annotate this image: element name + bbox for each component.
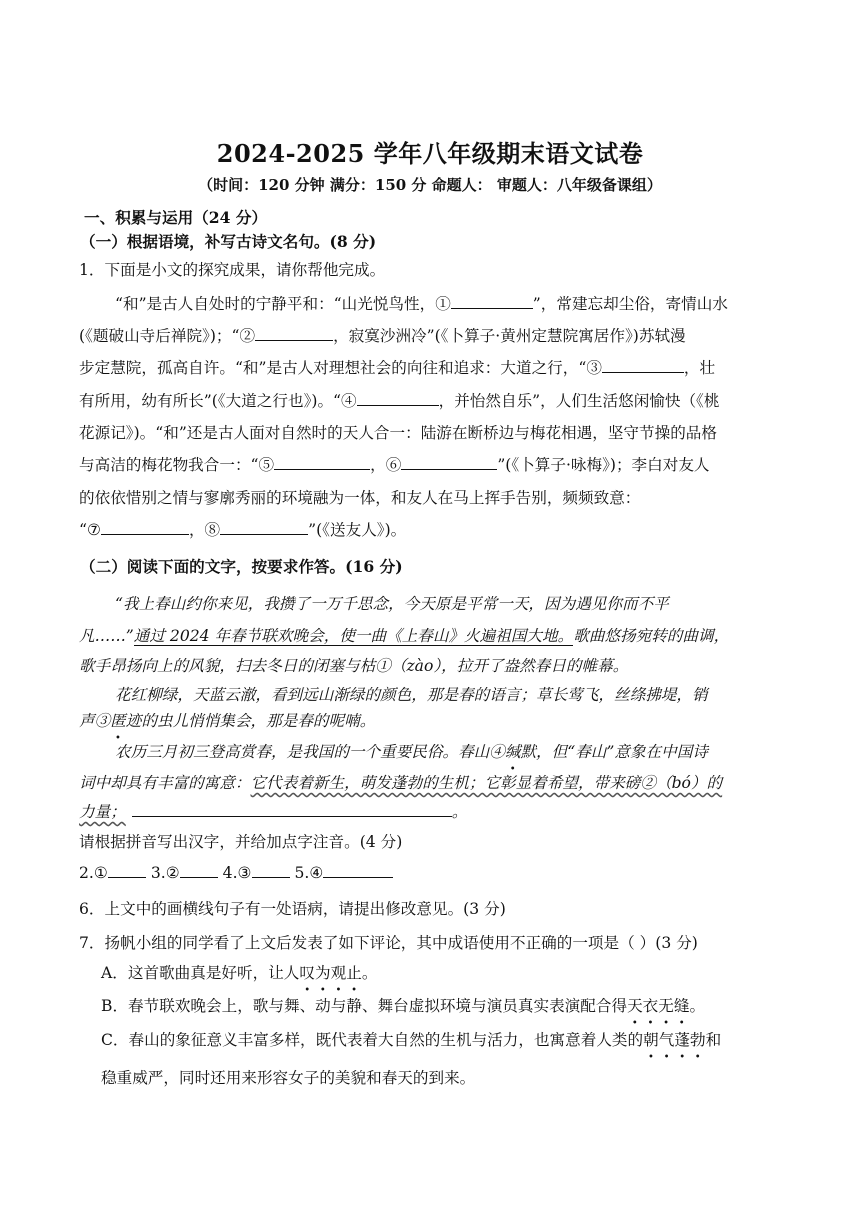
dotted-character: 蓬 [674,1031,690,1049]
passage-text: 词中却具有丰富的寓意： [79,774,251,792]
q1-text: ，⑥ [370,456,402,474]
q1-text: ”，常建忘却尘俗，寄情山水 [532,295,728,313]
passage-text: 默，但“春山”意象在中国诗 [520,743,708,761]
subsection-1-heading: （一）根据语境，补写古诗文名句。(8 分) [80,232,377,251]
question-7: 7．扬帆小组的同学看了上文后发表了如下评论，其中成语使用不正确的一项是（ ）(3 分) [79,934,698,952]
option-c[interactable] [101,1028,721,1050]
subsection-2-heading: （二）阅读下面的文字，按要求作答。(16 分) [80,557,403,576]
q1-text: “⑦ [79,521,101,539]
q1-text: 步定慧院，孤高自许。“和”是古人对理想社会的向往和追求：大道之行，“③ [79,359,602,377]
dotted-character: 天 [627,997,643,1015]
q1-text: 有所用，幼有所长”(《大道之行也》)。“④ [79,392,357,410]
dotted-character: 为 [315,964,331,982]
exam-subtitle: （时间：120 分钟 满分：150 分 命题人： 审题人：八年级备课组） [198,176,662,194]
option-b[interactable] [101,994,705,1016]
q1-line-2 [79,324,686,346]
answer-blank-5[interactable] [274,455,370,470]
q1-text: “和”是古人自处时的宁静平和：“山光悦鸟性，① [115,295,451,313]
answer-blank-6[interactable] [401,455,497,470]
dotted-character: 缄 [504,743,521,761]
passage-text: 迹的虫儿悄悄集会，那是春的呢喃。 [125,712,376,730]
option-text: 。 [361,964,378,982]
passage-p3-line-3 [79,800,467,822]
q-label: 2.① [79,864,108,882]
q1-line-8 [79,518,406,540]
q1-line-6 [79,453,710,475]
passage-p3-line-2 [79,771,722,793]
q1-line-3 [79,356,715,378]
dotted-character: 匿 [110,712,126,730]
q1-line-1 [115,292,728,314]
passage-p2-line-1: 花红柳绿，天蓝云澈，看到远山渐绿的颜色，那是春的语言；草长莺飞，丝绦拂堤，销 [115,686,708,704]
answer-blank-q2[interactable] [108,863,146,878]
dotted-character: 气 [658,1031,675,1049]
passage-text: 歌曲悠扬宛转的曲调， [573,627,730,645]
dotted-character: 观 [330,964,347,982]
passage-p3-line-1 [115,740,708,762]
passage-text: 凡……” [79,627,134,645]
option-a[interactable] [101,961,377,983]
answer-blank-2[interactable] [255,326,333,341]
question-1-stem: 1．下面是小文的探究成果，请你帮他完成。 [79,261,386,279]
section-1-heading: 一、积累与运用（24 分） [84,208,268,227]
q1-text: ”(《送友人》)。 [308,521,407,539]
q-label: 5.④ [289,864,324,882]
option-text: 。 [689,997,706,1015]
q1-text: ，壮 [683,359,716,377]
dotted-character: 衣 [642,997,659,1015]
option-c-continued: 稳重威严，同时还用来形容女子的美貌和春天的到来。 [101,1069,476,1087]
dotted-character: 止 [346,964,362,982]
q1-text: ，⑧ [188,521,221,539]
option-text: C．春山的象征意义丰富多样，既代表着大自然的生机与活力，也寓意着人类的 [101,1031,644,1049]
q1-line-4 [79,389,719,411]
dotted-character: 无 [658,997,674,1015]
answer-blank-q3[interactable] [180,863,218,878]
passage-text: 声③ [79,712,111,730]
q1-text: (《题破山寺后禅院》)；“② [79,327,256,345]
q1-line-7: 的依依惜别之情与寥廓秀丽的环境融为一体，和友人在马上挥手告别，频频致意： [79,489,641,507]
passage-p1-line-1: “我上春山约你来见，我攒了一万千思念，今天原是平常一天，因为遇见你而不平 [115,595,669,613]
q1-line-5: 花源记》)。“和”还是古人面对自然时的天人合一：陆游在断桥边与梅花相遇，坚守节操的品格 [79,424,717,442]
option-text: 和 [705,1031,722,1049]
answer-blank-3[interactable] [602,358,684,373]
dotted-character: 缝 [673,997,690,1015]
answer-blank-passage[interactable] [132,802,452,817]
q1-text: ，寂寞沙洲冷”(《卜算子·黄州定慧院寓居作》)苏轼漫 [333,327,686,345]
answer-blank-4[interactable] [357,391,439,406]
wavy-underlined-text: 它代表着新生，萌发蓬勃的生机；它彰显着希望，带来磅②（bó）的 [250,774,723,792]
underlined-sentence: 通过 2024 年春节联欢晚会，使一曲《上春山》火遍祖国大地。 [133,627,574,645]
passage-text: 。 [451,803,468,821]
passage-text: 农历三月初三登高赏春，是我国的一个重要民俗。春山④ [115,743,505,761]
dotted-character: 朝 [643,1031,659,1049]
passage-p1-line-2 [79,624,729,646]
answer-blank-q5[interactable] [323,863,393,878]
wavy-underlined-text: 力量； [79,803,126,821]
q1-text: 与高洁的梅花物我合一：“⑤ [79,456,275,474]
dotted-character: 叹 [299,964,315,982]
q1-text: ”(《卜算子·咏梅》)；李白对友人 [497,456,710,474]
passage-p1-line-3: 歌手昂扬向上的风貌，扫去冬日的闭塞与枯①（zào），拉开了盎然春日的帷幕。 [79,657,629,675]
dotted-character: 勃 [689,1031,706,1049]
question-6: 6．上文中的画横线句子有一处语病，请提出修改意见。(3 分) [79,900,506,918]
pinyin-instruction: 请根据拼音写出汉字，并给加点字注音。(4 分) [79,833,403,851]
answer-blank-8[interactable] [220,520,308,535]
option-text: A．这首歌曲真是好听，让人 [101,964,300,982]
q1-text: ，并怡然自乐”，人们生活悠闲愉快（《桃 [438,392,720,410]
questions-2-5 [79,863,393,882]
q-label: 3.② [145,864,180,882]
option-text: B．春节联欢晚会上，歌与舞、动与静、舞台虚拟环境与演员真实表演配合得 [101,997,628,1015]
exam-title: 2024-2025 学年八年级期末语文试卷 [216,139,644,168]
q-label: 4.③ [217,864,252,882]
answer-blank-7[interactable] [101,520,189,535]
passage-p2-line-2 [79,709,375,731]
answer-blank-q4[interactable] [252,863,290,878]
answer-blank-1[interactable] [451,294,533,309]
